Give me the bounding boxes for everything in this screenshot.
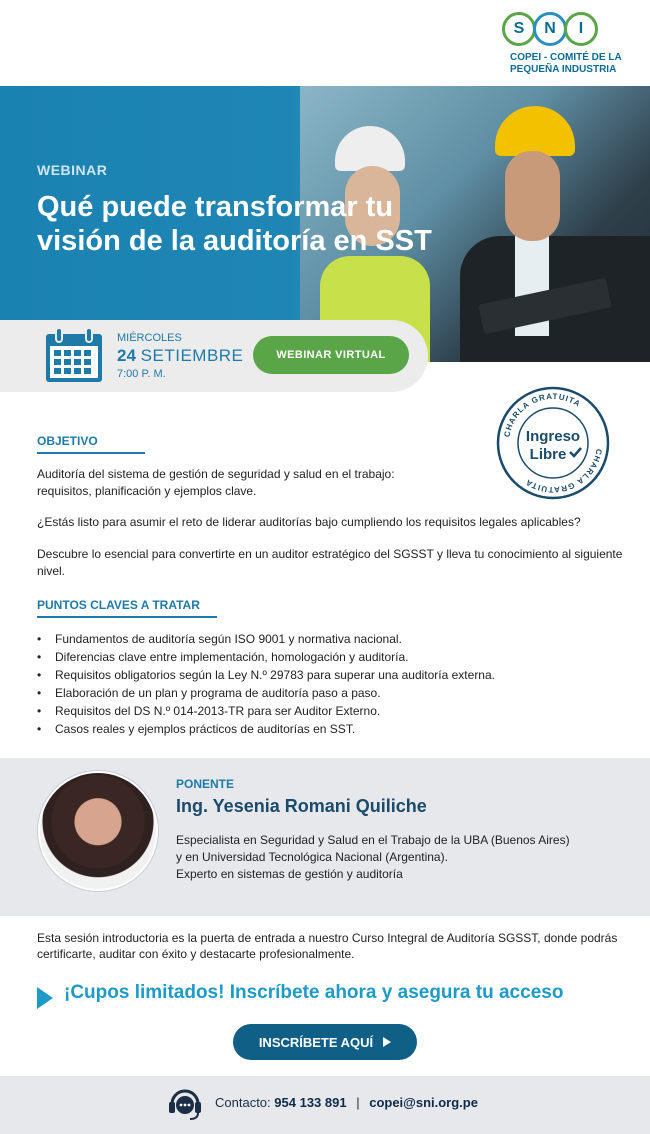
objective-heading	[37, 434, 98, 448]
speaker-desc-line2: y en Universidad Tecnológica Nacional (Argentina).	[176, 850, 448, 864]
key-points-heading-text: PUNTOS CLAVES A TRATAR	[37, 598, 200, 612]
badge-ring-text-2: CHARLA GRATUITA	[523, 448, 604, 495]
badge-ring-text-1: CHARLA GRATUITA	[502, 391, 583, 438]
speaker-description	[176, 832, 616, 883]
speaker-avatar	[38, 771, 158, 891]
logo-letter-s: S	[502, 12, 536, 46]
speaker-kicker: PONENTE	[176, 777, 235, 791]
logo-badge	[502, 12, 622, 46]
hero-kicker: WEBINAR	[37, 162, 108, 178]
contact-line	[215, 1095, 478, 1110]
contact-label: Contacto:	[215, 1095, 271, 1110]
event-day-name: MIÉRCOLES	[117, 332, 182, 344]
contact-phone[interactable]: 954 133 891	[274, 1095, 347, 1110]
contact-email[interactable]: copei@sni.org.pe	[369, 1095, 478, 1110]
logo-subtitle-line1: COPEI - COMITÉ DE LA	[510, 52, 622, 63]
logo-subtitle	[510, 52, 622, 76]
objective-underline	[37, 452, 145, 454]
play-icon	[383, 1037, 391, 1047]
cta-text: ¡Cupos limitados! Inscríbete ahora y asegura tu acceso	[64, 982, 564, 1003]
register-button-label: INSCRÍBETE AQUÍ	[258, 1034, 374, 1050]
logo-letter-n: N	[533, 12, 567, 46]
calendar-icon	[44, 326, 104, 389]
list-item: • Requisitos obligatorios según la Ley N.º 29783 para superar una auditoría externa.	[37, 666, 627, 684]
list-item: • Requisitos del DS N.º 014-2013-TR para ser Auditor Externo.	[37, 702, 627, 720]
event-date	[117, 346, 243, 366]
list-item: • Diferencias clave entre implementación, homologación y auditoría.	[37, 648, 627, 666]
list-item: • Casos reales y ejemplos prácticos de auditorías en SST.	[37, 720, 627, 738]
key-points-underline	[37, 616, 217, 618]
webinar-virtual-pill: WEBINAR VIRTUAL	[253, 336, 409, 374]
objective-p1: Auditoría del sistema de gestión de seguridad y salud en el trabajo: requisitos, planificación y ejemplos clave.	[37, 467, 395, 498]
header	[0, 0, 650, 86]
list-item: • Fundamentos de auditoría según ISO 9001 y normativa nacional.	[37, 630, 627, 648]
intro-text: Esta sesión introductoria es la puerta de entrada a nuestro Curso Integral de Auditoría SGSST, donde podrás certificarte, auditar con éxito y destacarte profesionalmente.	[37, 931, 618, 961]
sni-logo[interactable]	[502, 12, 622, 76]
key-points-heading	[37, 598, 200, 612]
speaker-desc-line1: Especialista en Seguridad y Salud en el Trabajo de la UBA (Buenos Aires)	[176, 833, 570, 847]
objective-heading-text: OBJETIVO	[37, 434, 98, 448]
event-time: 7:00 P. M.	[117, 368, 166, 380]
headset-icon	[166, 1084, 204, 1127]
speaker-desc-line3: Experto en sistemas de gestión y auditoría	[176, 867, 403, 881]
event-month: SETIEMBRE	[140, 346, 244, 365]
logo-letter-i: I	[564, 12, 598, 46]
list-item: • Elaboración de un plan y programa de auditoría paso a paso.	[37, 684, 627, 702]
logo-subtitle-line2: PEQUEÑA INDUSTRIA	[510, 64, 617, 75]
free-entry-badge	[496, 386, 610, 500]
badge-line1: Ingreso	[525, 428, 581, 445]
badge-line2: Libre	[529, 446, 567, 463]
engineer-face-shape	[505, 151, 560, 241]
play-arrow-icon	[37, 987, 53, 1009]
objective-p2: ¿Estás listo para asumir el reto de liderar auditorías bajo cumpliendo los requisitos legales aplicables?	[37, 515, 581, 529]
contact-separator: |	[356, 1095, 360, 1110]
hero-title: Qué puede transformar tu visión de la auditoría en SST	[37, 191, 432, 257]
register-button[interactable]	[233, 1024, 417, 1060]
key-points-list	[37, 630, 627, 738]
speaker-name: Ing. Yesenia Romani Quiliche	[176, 796, 427, 816]
objective-p3: Descubre lo esencial para convertirte en un auditor estratégico del SGSST y lleva tu conocimiento al siguiente nivel.	[37, 547, 623, 578]
event-day-number: 24	[117, 346, 136, 365]
